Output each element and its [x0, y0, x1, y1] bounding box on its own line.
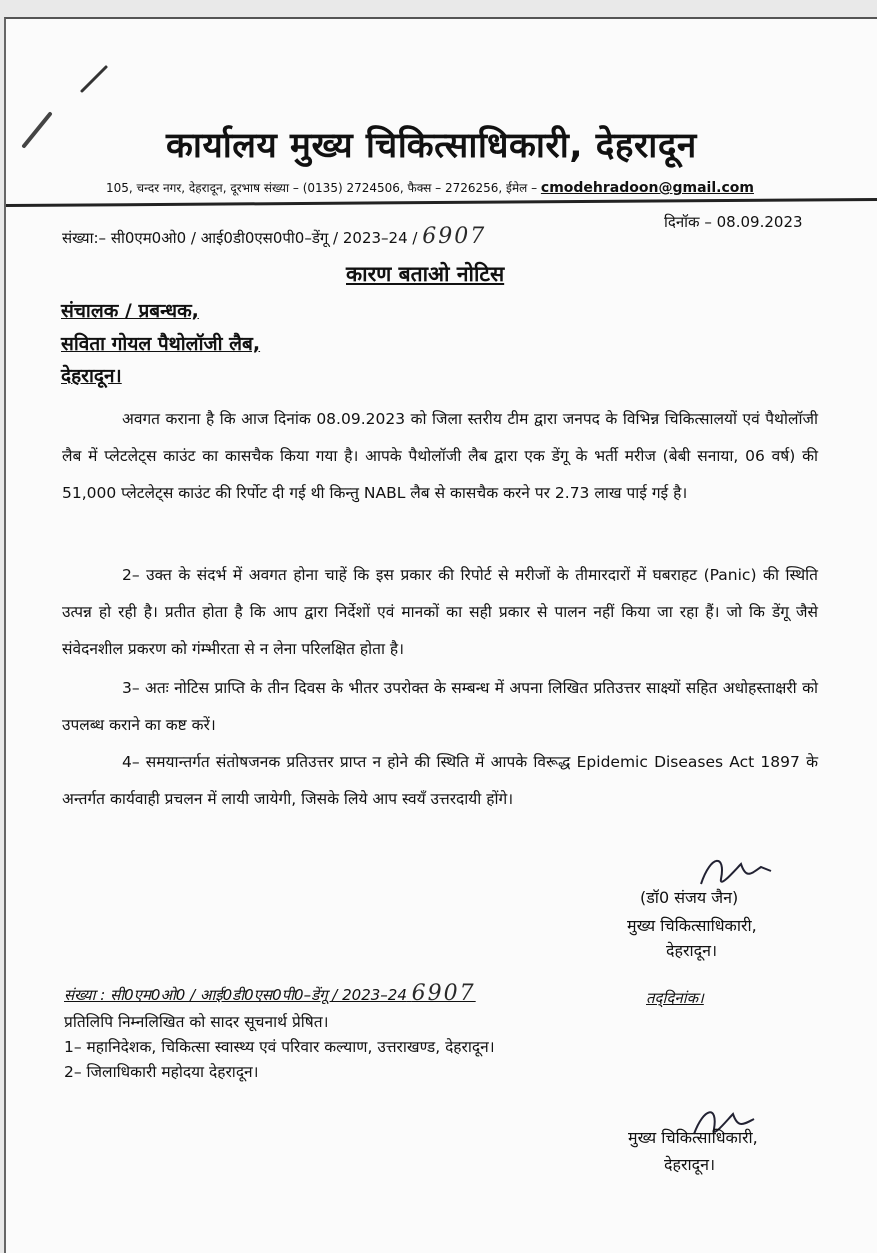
addressee-line-2: सविता गोयल पैथोलॉजी लैब, — [61, 333, 261, 355]
reference-label: संख्या:– — [62, 229, 107, 247]
reference-text: सी0एम0ओ0 / आई0डी0एस0पी0–डेंगू / 2023–24 / — [110, 229, 418, 247]
date-label: दिनॉक – — [664, 213, 712, 231]
signatory-name: (डॉ0 संजय जैन) — [640, 888, 739, 907]
copy-intro: प्रतिलिपि निम्नलिखित को सादर सूचनार्थ प्रेषित। — [64, 1013, 329, 1031]
pen-mark-decoration — [76, 59, 116, 99]
copy-date: तद्‌दिनांक। — [646, 989, 704, 1007]
paragraph-3-text: 3– अतः नोटिस प्राप्ति के तीन दिवस के भीतर उपरोक्त के सम्बन्ध में अपना लिखित प्रतिउत्तर साक्ष्यों सहित अधोहस्ताक्षरी को उपलब्ध कराने का कष्ट करें। — [62, 679, 818, 734]
office-title: कार्यालय मुख्य चिकित्साधिकारी, देहरादून — [166, 126, 697, 166]
copy-signatory-place: देहरादून। — [664, 1155, 716, 1174]
paragraph-1 — [62, 401, 818, 512]
office-email: cmodehradoon@gmail.com — [540, 180, 754, 196]
addressee-line-1: संचालक / प्रबन्धक, — [61, 300, 199, 322]
signatory-designation: मुख्य चिकित्साधिकारी, — [627, 916, 757, 935]
copy-handwritten-number: 6907 — [411, 981, 476, 1006]
copy-reference-text: संख्या : सी0एम0ओ0 / आई0डी0एस0पी0–डेंगू / 2023–24 — [64, 986, 407, 1004]
notice-title: कारण बताओ नोटिस — [346, 262, 505, 286]
handwritten-reference-number: 6907 — [422, 224, 487, 249]
issue-date — [664, 212, 803, 232]
reference-number — [62, 224, 486, 249]
copy-signatory-designation: मुख्य चिकित्साधिकारी, — [628, 1128, 758, 1147]
address-text: 105, चन्दर नगर, देहरादून, दूरभाष संख्या – (0135) 2724506, फैक्स – 2726256, ईमेल – — [106, 181, 538, 195]
pen-mark-decoration-2 — [18, 104, 58, 154]
paragraph-2-text: 2– उक्त के संदर्भ में अवगत होना चाहें कि इस प्रकार की रिपोर्ट से मरीजों के तीमारदारों में घबराहट (Panic) की स्थिति उत्पन्न हो रही है। प्रतीत होता है कि आप द्वारा निर्देशों एवं मानकों का सही प्रकार से पालन नहीं किया जा रहा हैं। जो कि डेंगू जैसे संवेदनशील प्रकरण को गंम्भीरता से न लेना परिलक्षित होता है। — [62, 566, 818, 658]
date-value: 08.09.2023 — [716, 213, 803, 231]
addressee-line-3: देहरादून। — [61, 365, 122, 387]
paragraph-1-text: अवगत कराना है कि आज दिनांक 08.09.2023 को जिला स्तरीय टीम द्वारा जनपद के विभिन्न चिकित्सालयों एवं पैथोलॉजी लैब में प्लेटलेट्स काउंट का कासचैक किया गया है। आपके पैथोलॉजी लैब द्वारा एक डेंगू के भर्ती मरीज (बेबी सनाया, 06 वर्ष) की 51,000 प्लेटलेट्स काउंट की रिर्पोट दी गई थी किन्तु NABL लैब से कासचैक करने पर 2.73 लाख पाई गई है। — [62, 410, 818, 502]
signatory-place: देहरादून। — [666, 941, 718, 960]
office-address — [106, 179, 754, 196]
notice-document — [4, 17, 877, 1253]
copy-recipient-2: 2– जिलाधिकारी महोदया देहरादून। — [64, 1063, 259, 1081]
copy-recipient-1: 1– महानिदेशक, चिकित्सा स्वास्थ्य एवं परिवार कल्याण, उत्तराखण्ड, देहरादून। — [64, 1038, 495, 1056]
paragraph-2 — [62, 557, 818, 668]
copy-reference — [64, 981, 476, 1006]
paragraph-4-text: 4– समयान्तर्गत संतोषजनक प्रतिउत्तर प्राप्त न होने की स्थिति में आपके विरूद्ध Epidemic Diseases Act 1897 के अन्तर्गत कार्यवाही प्रचलन में लायी जायेगी, जिसके लिये आप स्वयँ उत्तरदायी होंगे। — [62, 753, 818, 808]
header-rule — [6, 198, 877, 207]
paragraph-3 — [62, 670, 818, 744]
paragraph-4 — [62, 744, 818, 818]
